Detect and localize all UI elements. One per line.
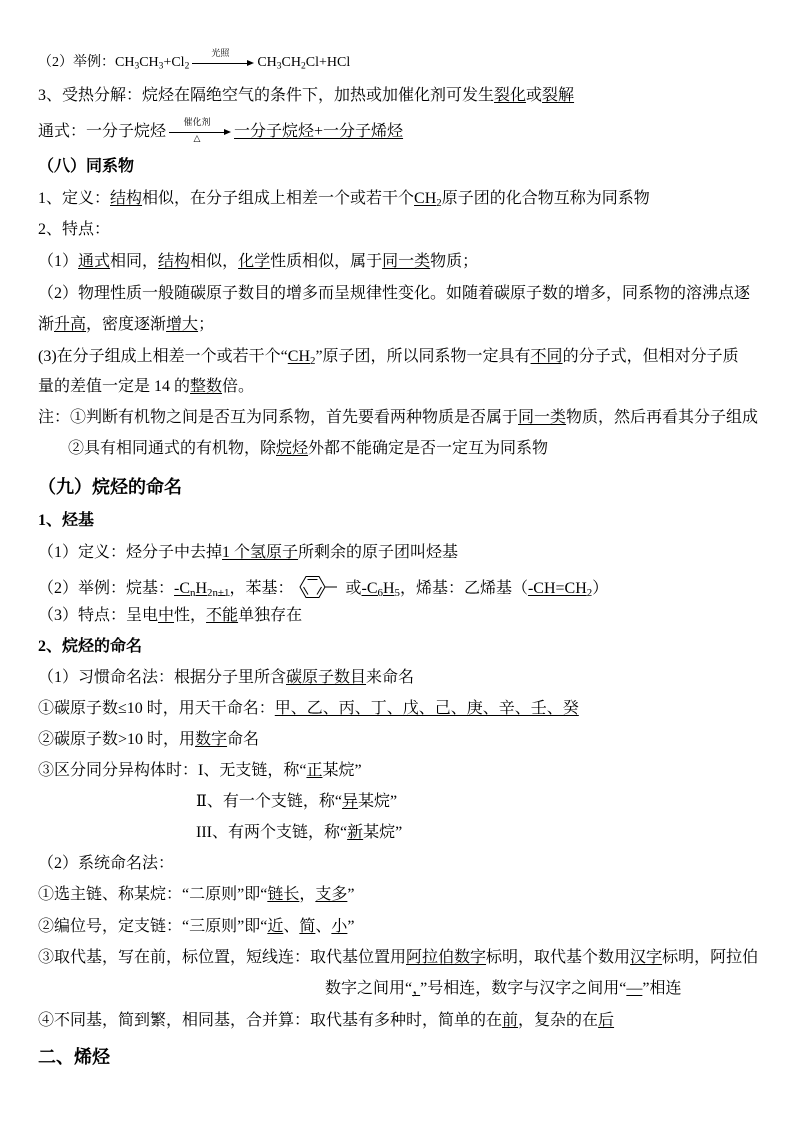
text-run: （1） [38, 253, 79, 270]
text-run: 外都不能确定是否一定互为同系物 [308, 440, 549, 457]
text-run: 3、受热分解：烷烃在隔绝空气的条件下，加热或加催化剂可发生 [38, 87, 495, 104]
text-run: 相似，在分子组成上相差一个或若干个 [142, 190, 415, 207]
text-run: 阿拉伯数字 [406, 949, 487, 966]
text-run: 性， [174, 607, 207, 624]
text-run: 正 [306, 762, 323, 779]
text-run: 1、定义： [38, 190, 111, 207]
arrow-shaft [192, 63, 249, 64]
text-run: 化学 [238, 253, 271, 270]
common-naming-rule-1 [38, 698, 579, 720]
text-run: 量的差值一定是 14 的 [38, 378, 191, 395]
text-run: Ⅱ、有一个支链，称“ [196, 793, 342, 810]
reaction-arrow [169, 118, 231, 144]
systematic-rule-1 [38, 884, 354, 906]
systematic-rule-3-cont [325, 978, 681, 1000]
text-run: 通式 [78, 253, 111, 270]
underlined-text [195, 731, 227, 748]
text-run: ”相连 [642, 980, 682, 997]
text-run: ，烯基：乙烯基（ [399, 580, 528, 597]
common-naming-rule-3-ii [196, 791, 397, 813]
text-run: 烷烃 [276, 440, 309, 457]
text-run: 渐 [38, 316, 55, 333]
arrow-head [247, 60, 254, 66]
underlined-text [361, 580, 400, 600]
text-run: ； [198, 316, 215, 333]
section-heading-homologs: （八）同系物 [38, 158, 135, 175]
homolog-note-2 [68, 438, 548, 460]
underlined-text [598, 1012, 614, 1029]
homolog-note-1 [38, 407, 758, 429]
common-naming [38, 667, 414, 689]
text-run: H [195, 580, 208, 597]
text-run: CH [281, 55, 301, 70]
section-heading-alkenes: 二、烯烃 [38, 1047, 110, 1067]
underlined-text [502, 1012, 518, 1029]
systematic-rule-3 [38, 947, 758, 969]
text-run: 异 [341, 793, 358, 810]
systematic-rule-2 [38, 916, 355, 938]
systematic-naming [38, 853, 174, 875]
text-run: 相同， [110, 253, 159, 270]
text-run: ②编位号，定支链：“三原则”即“ [38, 918, 268, 935]
text-run: （1）习惯命名法：根据分子里所含 [38, 669, 287, 686]
text-run: 数字之间用“ [325, 980, 413, 997]
subscript: 3 [276, 61, 282, 72]
underlined-text [315, 886, 347, 903]
underlined-text [222, 544, 298, 561]
underlined-text [331, 918, 347, 935]
text-run: 近 [267, 918, 284, 935]
text-run: ④不同基，简到繁，相同基，合并算：取代基有多种时，简单的在 [38, 1012, 503, 1029]
text-run: （3）特点：呈电 [38, 607, 159, 624]
text-run: 注：①判断有机物之间是否互为同系物，首先要看两种物质是否属于 [38, 409, 519, 426]
text-run: ” [347, 886, 355, 903]
text-run: 物质； [430, 253, 479, 270]
text-run: 汉字 [630, 949, 663, 966]
text-run: 性质相似，属于 [270, 253, 383, 270]
text-run: ②碳原子数>10 时，用 [38, 731, 196, 748]
text-run: — [626, 980, 643, 997]
benzene-ring-icon [297, 574, 339, 600]
text-run: ②具有相同通式的有机物，除 [68, 440, 277, 457]
underlined-text [406, 949, 486, 966]
text-run: 一分子烷烃+一分子烯烃 [234, 123, 404, 140]
text-run: CH [139, 55, 159, 70]
text-run: 前 [502, 1012, 519, 1029]
text-run: 命名 [227, 731, 260, 748]
text-run: 后 [598, 1012, 615, 1029]
homolog-definition [38, 188, 650, 210]
text-run: ①选主链、称某烷：“二原则”即“ [38, 886, 268, 903]
subscript: 3 [158, 61, 164, 72]
cracking-equation [38, 118, 404, 144]
underlined-text [276, 440, 308, 457]
underlined-text [542, 87, 574, 104]
text-run: （2）系统命名法： [38, 855, 175, 872]
arrow-shaft [169, 132, 226, 133]
text-run: 某烷” [358, 793, 398, 810]
text-run: 或 [341, 580, 362, 597]
text-run: 通式：一分子烷烃 [38, 123, 167, 140]
text-run: （1）定义：烃分子中去掉 [38, 544, 223, 561]
underlined-text [158, 607, 174, 624]
text-run: 整数 [190, 378, 223, 395]
text-run: -C [361, 580, 378, 597]
text-run: 小 [331, 918, 348, 935]
subscript: 2n+1 [207, 587, 230, 600]
underlined-text [630, 949, 662, 966]
text-run: ”号相连，数字与汉字之间用“ [420, 980, 627, 997]
text-run: CH [257, 55, 277, 70]
text-run: 单独存在 [238, 607, 303, 624]
text-run: 数字 [195, 731, 228, 748]
text-run: 原子团的化合物互称为同系物 [441, 190, 650, 207]
text-run: 或 [526, 87, 543, 104]
underlined-text [518, 409, 566, 426]
homolog-feature-3 [38, 346, 739, 368]
text-run: Cl+HCl [305, 55, 351, 70]
arrow-head [224, 129, 231, 135]
subscript: 2 [301, 61, 306, 72]
underlined-text [166, 316, 198, 333]
text-run: 所剩余的原子团叫烃基 [298, 544, 459, 561]
common-naming-rule-2 [38, 729, 259, 751]
text-run: 裂化 [494, 87, 527, 104]
text-run: ” [347, 918, 355, 935]
text-run: 某烷” [322, 762, 362, 779]
text-run: 不能 [206, 607, 239, 624]
text-run: 2、特点： [38, 221, 111, 238]
subscript: 2 [586, 587, 593, 600]
reaction-arrow [192, 49, 254, 74]
arrow-condition-below: △ [193, 134, 201, 144]
text-run: （2）举例：烷基： [38, 580, 175, 597]
common-naming-rule-3 [38, 760, 362, 782]
subscript: n [190, 587, 196, 600]
arrow-condition-above: 光照 [211, 49, 230, 59]
text-run: 1 个氢原子 [222, 544, 299, 561]
text-run: 甲、乙、丙、丁、戊、己、庚、辛、壬、癸 [274, 700, 579, 717]
underlined-text [110, 190, 142, 207]
underlined-text [267, 886, 299, 903]
underlined-text [287, 348, 316, 368]
text-run: 、 [283, 918, 300, 935]
subscript: 2 [436, 197, 442, 210]
text-run: 某烷” [363, 824, 403, 841]
homolog-feature-2 [38, 283, 750, 305]
text-run: 相似， [190, 253, 239, 270]
subheading-alkane-nomenclature: 2、烷烃的命名 [38, 638, 143, 655]
underlined-text [531, 348, 563, 365]
text-run: ， [412, 980, 421, 997]
underlined-text [174, 580, 230, 600]
homolog-features-label [38, 219, 110, 241]
text-run: +Cl [163, 55, 185, 70]
text-run: 链长 [267, 886, 300, 903]
text-run: ， [299, 886, 316, 903]
subscript: 6 [377, 587, 383, 600]
text-run: ③取代基，写在前，标位置，短线连：取代基位置用 [38, 949, 407, 966]
underlined-text [275, 700, 579, 717]
underlined-text [342, 793, 358, 810]
underlined-text [78, 253, 110, 270]
underlined-text [54, 316, 86, 333]
underlined-text [267, 918, 283, 935]
systematic-rule-4 [38, 1010, 614, 1032]
text-run: 裂解 [542, 87, 575, 104]
text-run: (3)在分子组成上相差一个或若干个“ [38, 348, 288, 365]
text-run: H [382, 580, 395, 597]
text-run: ，密度逐渐 [86, 316, 167, 333]
text-run: 标明，取代基个数用 [486, 949, 631, 966]
underlined-text [234, 123, 403, 140]
group-examples [38, 574, 609, 600]
underlined-text [626, 980, 642, 997]
group-properties [38, 605, 302, 627]
text-run: 同一类 [518, 409, 567, 426]
homolog-feature-1 [38, 251, 478, 273]
homolog-feature-2-cont [38, 314, 214, 336]
underlined-text [286, 669, 366, 686]
text-run: 增大 [166, 316, 199, 333]
text-run: CH [287, 348, 310, 365]
subheading-hydrocarbon-group: 1、烃基 [38, 512, 95, 529]
text-run: ） [592, 580, 609, 597]
underlined-text [347, 824, 363, 841]
arrow-condition-above: 催化剂 [183, 118, 211, 128]
substitution-example [38, 49, 351, 74]
thermal-decomposition [38, 85, 574, 107]
underlined-text [414, 190, 442, 210]
text-run: 物质，然后再看其分子组成 [566, 409, 759, 426]
text-run: 的分子式，但相对分子质 [562, 348, 739, 365]
subscript: 2 [184, 61, 190, 72]
underlined-text [494, 87, 526, 104]
homolog-feature-3-cont [38, 376, 254, 398]
common-naming-rule-3-iii [196, 822, 402, 844]
text-run: 中 [158, 607, 175, 624]
text-run: （2）举例： [38, 55, 115, 70]
subscript: 5 [394, 587, 400, 600]
text-run: III、有两个支链，称“ [196, 824, 348, 841]
text-run: 标明，阿拉伯 [662, 949, 759, 966]
text-run: （2）物理性质一般随碳原子数目的增多而呈规律性变化。如随着碳原子数的增多，同系物的溶沸点逐 [38, 285, 751, 302]
text-run: ①碳原子数≤10 时，用天干命名： [38, 700, 275, 717]
text-run: -CH=CH [527, 580, 587, 597]
underlined-text [412, 980, 420, 997]
text-run: ③区分同分异构体时：I、无支链，称“ [38, 762, 307, 779]
subscript: 2 [310, 355, 316, 368]
text-run: 同一类 [382, 253, 431, 270]
subscript: 3 [134, 61, 140, 72]
text-run: CH [115, 55, 135, 70]
underlined-text [382, 253, 430, 270]
underlined-text [190, 378, 222, 395]
text-run: 、 [315, 918, 332, 935]
group-definition [38, 542, 458, 564]
underlined-text [527, 580, 593, 600]
text-run: 倍。 [222, 378, 255, 395]
text-run: 升高 [54, 316, 87, 333]
underlined-text [238, 253, 270, 270]
underlined-text [206, 607, 238, 624]
text-run: 支多 [315, 886, 348, 903]
text-run: -C [174, 580, 191, 597]
underlined-text [158, 253, 190, 270]
text-run: 新 [347, 824, 364, 841]
text-run: 简 [299, 918, 316, 935]
text-run: ，苯基： [229, 580, 294, 597]
section-heading-alkane-naming: （九）烷烃的命名 [38, 477, 182, 497]
text-run: 碳原子数目 [286, 669, 367, 686]
text-run: CH [414, 190, 437, 207]
text-run: 来命名 [366, 669, 415, 686]
text-run: 结构 [158, 253, 191, 270]
underlined-text [306, 762, 322, 779]
underlined-text [299, 918, 315, 935]
text-run: ，复杂的在 [518, 1012, 599, 1029]
text-run: 结构 [110, 190, 143, 207]
text-run: ”原子团，所以同系物一定具有 [315, 348, 531, 365]
text-run: 不同 [530, 348, 563, 365]
